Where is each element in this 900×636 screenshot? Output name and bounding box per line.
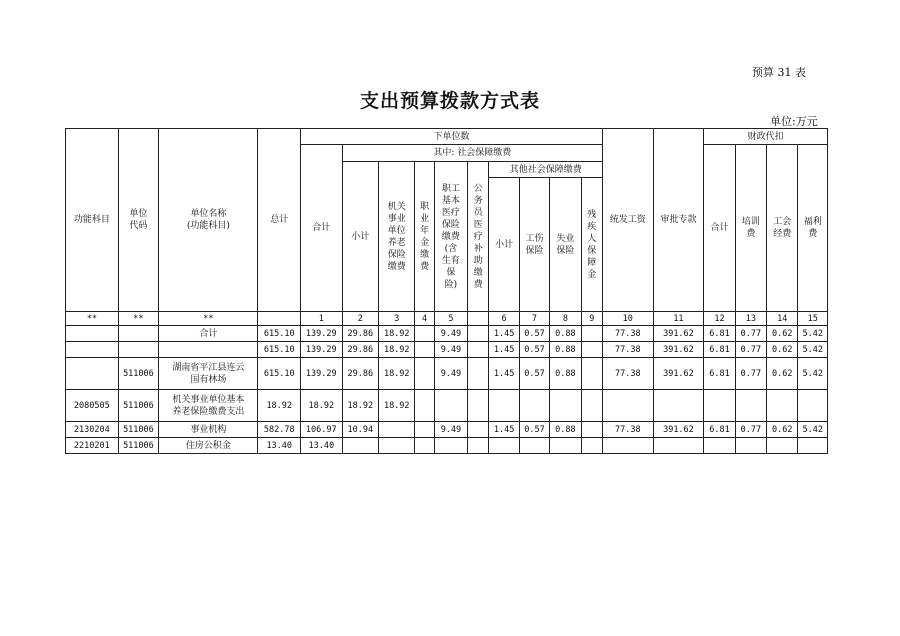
value-cell-unemp: 0.88: [550, 342, 581, 358]
value-cell-train: 0.77: [735, 422, 766, 438]
value-cell-welfare: 5.42: [798, 358, 828, 390]
value-cell-unemp: 0.88: [550, 422, 581, 438]
header-text-line: 公: [473, 183, 483, 194]
value-cell-special: [653, 390, 704, 422]
value-cell-total: 615.10: [258, 358, 301, 390]
table-row: [66, 438, 828, 454]
value-cell-ss: 29.86: [342, 358, 378, 390]
header-unit-code: 单位 代码: [118, 129, 159, 312]
unit-name-cell: [159, 358, 258, 390]
header-text-line: 单位: [387, 225, 406, 236]
value-cell-civil: [468, 422, 489, 438]
value-cell-ss: 29.86: [342, 342, 378, 358]
value-cell-wage: [602, 438, 653, 454]
unit-name-line: 合计: [199, 328, 218, 339]
value-cell-fw: 6.81: [704, 422, 735, 438]
header-unit-name: 单位名称 (功能科目): [159, 129, 258, 312]
unit-name-cell: [159, 422, 258, 438]
column-index-cell: 1: [301, 312, 343, 326]
column-index-cell: 14: [767, 312, 798, 326]
unit-name-line: 住房公积金: [185, 440, 231, 451]
header-text-line: 务: [473, 195, 483, 206]
header-text-line: 疾: [587, 221, 597, 232]
header-unified-wage: 统发工资: [602, 129, 653, 312]
header-text-line: 保险: [387, 249, 406, 260]
value-cell-fw: [704, 390, 735, 422]
value-cell-annuity: [415, 438, 434, 454]
header-text-line: 基本: [441, 195, 460, 206]
value-cell-sub: 139.29: [301, 342, 343, 358]
column-index-cell: 15: [798, 312, 828, 326]
budget-table: [65, 128, 828, 454]
table-row: [66, 358, 828, 390]
column-index-cell: 9: [581, 312, 602, 326]
header-other-subtotal: 小计: [489, 178, 519, 312]
header-finance-withhold: 财政代扣: [704, 129, 828, 145]
header-text-line: 保险: [441, 219, 460, 230]
header-text-line: 疗: [473, 231, 483, 242]
value-cell-pension: 18.92: [379, 390, 415, 422]
header-total: 总计: [258, 129, 301, 312]
header-ss-subtotal: 小计: [342, 162, 378, 312]
header-text-line: 助: [473, 255, 483, 266]
header-injury: 工伤 保险: [519, 178, 549, 312]
func-code-cell: [66, 326, 119, 342]
value-cell-pension: [379, 438, 415, 454]
value-cell-disab: [581, 358, 602, 390]
unit-code-cell: [118, 326, 159, 342]
column-index-cell: **: [118, 312, 159, 326]
unit-code-cell: [118, 342, 159, 358]
unit-code-cell: 511006: [118, 358, 159, 390]
header-pension: [379, 162, 415, 312]
value-cell-train: 0.77: [735, 326, 766, 342]
header-text-line: 职工: [441, 183, 460, 194]
unit-code-cell: 511006: [118, 390, 159, 422]
header-text-line: 缴: [473, 267, 483, 278]
value-cell-annuity: [415, 342, 434, 358]
value-cell-civil: [468, 358, 489, 390]
func-code-cell: 2080505: [66, 390, 119, 422]
value-cell-train: 0.77: [735, 342, 766, 358]
value-cell-fw: 6.81: [704, 342, 735, 358]
value-cell-total: 615.10: [258, 342, 301, 358]
value-cell-injury: [519, 390, 549, 422]
value-cell-annuity: [415, 358, 434, 390]
value-cell-disab: [581, 438, 602, 454]
header-unemployment: 失业 保险: [550, 178, 581, 312]
value-cell-welfare: 5.42: [798, 342, 828, 358]
column-index-cell: 7: [519, 312, 549, 326]
header-func-code: 功能科目: [66, 129, 119, 312]
value-cell-welfare: [798, 390, 828, 422]
column-index-cell: **: [159, 312, 258, 326]
unit-name-line: 湖南省平江县连云: [172, 362, 245, 373]
unit-name-line: 养老保险缴费支出: [172, 406, 245, 417]
value-cell-special: 391.62: [653, 326, 704, 342]
value-cell-injury: 0.57: [519, 326, 549, 342]
value-cell-union: 0.62: [767, 358, 798, 390]
value-cell-sub: 139.29: [301, 358, 343, 390]
value-cell-annuity: [415, 422, 434, 438]
value-cell-ss: 29.86: [342, 326, 378, 342]
value-cell-union: 0.62: [767, 342, 798, 358]
header-medical: [434, 162, 467, 312]
value-cell-civil: [468, 438, 489, 454]
func-code-cell: [66, 358, 119, 390]
value-cell-unemp: 0.88: [550, 358, 581, 390]
unit-code-cell: 511006: [118, 438, 159, 454]
value-cell-total: 615.10: [258, 326, 301, 342]
value-cell-welfare: 5.42: [798, 326, 828, 342]
column-index-cell: [258, 312, 301, 326]
column-index-cell: 13: [735, 312, 766, 326]
unit-name-cell: [159, 342, 258, 358]
column-index-cell: 4: [415, 312, 434, 326]
value-cell-disab: [581, 342, 602, 358]
table-row: [66, 326, 828, 342]
unit-code-cell: 511006: [118, 422, 159, 438]
column-index-cell: 2: [342, 312, 378, 326]
header-lower-units: 下单位数: [301, 129, 603, 145]
value-cell-medical: 9.49: [434, 422, 467, 438]
value-cell-total: 13.40: [258, 438, 301, 454]
header-disability: [581, 178, 602, 312]
value-cell-total: 18.92: [258, 390, 301, 422]
value-cell-union: [767, 438, 798, 454]
header-text-line: 保: [446, 267, 456, 278]
value-cell-o_sub: 1.45: [489, 422, 519, 438]
value-cell-wage: 77.38: [602, 326, 653, 342]
value-cell-union: [767, 390, 798, 422]
unit-name-cell: [159, 326, 258, 342]
value-cell-ss: 18.92: [342, 390, 378, 422]
column-index-cell: 10: [602, 312, 653, 326]
unit-label: 单位:万元: [770, 115, 818, 128]
header-text-line: 生育: [441, 255, 460, 266]
header-text-line: 人: [587, 233, 597, 244]
header-text-line: 缴: [420, 249, 430, 260]
header-fw-total: 合计: [704, 145, 735, 312]
value-cell-wage: 77.38: [602, 358, 653, 390]
header-text-line: 医疗: [441, 207, 460, 218]
value-cell-disab: [581, 422, 602, 438]
table-row: [66, 422, 828, 438]
header-text-line: 员: [473, 207, 483, 218]
column-index-cell: **: [66, 312, 119, 326]
value-cell-wage: [602, 390, 653, 422]
unit-name-cell: [159, 438, 258, 454]
unit-name-line: 事业机构: [190, 424, 227, 435]
header-text-line: 养老: [387, 237, 406, 248]
unit-name-line: 国有林场: [190, 374, 227, 385]
column-index-cell: 3: [379, 312, 415, 326]
column-index-row: [66, 312, 828, 326]
header-text-line: 缴费: [441, 231, 460, 242]
header-text-line: 金: [587, 269, 597, 280]
value-cell-sub: 13.40: [301, 438, 343, 454]
value-cell-total: 582.78: [258, 422, 301, 438]
column-index-cell: 6: [489, 312, 519, 326]
value-cell-fw: 6.81: [704, 358, 735, 390]
value-cell-fw: [704, 438, 735, 454]
value-cell-sub: 18.92: [301, 390, 343, 422]
value-cell-pension: 18.92: [379, 326, 415, 342]
value-cell-medical: [434, 390, 467, 422]
header-text-line: 费: [420, 261, 430, 272]
header-text-line: 机关: [387, 201, 406, 212]
value-cell-special: 391.62: [653, 358, 704, 390]
value-cell-injury: [519, 438, 549, 454]
value-cell-injury: 0.57: [519, 358, 549, 390]
value-cell-pension: 18.92: [379, 342, 415, 358]
value-cell-unemp: [550, 438, 581, 454]
header-social-security: 其中: 社会保障缴费: [342, 145, 602, 162]
value-cell-welfare: 5.42: [798, 422, 828, 438]
value-cell-civil: [468, 390, 489, 422]
column-index-cell: 12: [704, 312, 735, 326]
column-index-cell: [468, 312, 489, 326]
value-cell-disab: [581, 390, 602, 422]
table-row: [66, 390, 828, 422]
value-cell-train: [735, 390, 766, 422]
value-cell-medical: 9.49: [434, 358, 467, 390]
header-text-line: 医: [473, 219, 483, 230]
value-cell-train: [735, 438, 766, 454]
page-title: 支出预算拨款方式表: [359, 90, 540, 112]
header-approved-special: 审批专款: [653, 129, 704, 312]
header-text-line: 年: [420, 225, 430, 236]
value-cell-wage: 77.38: [602, 422, 653, 438]
func-code-cell: 2130204: [66, 422, 119, 438]
value-cell-annuity: [415, 390, 434, 422]
header-civil-medical: [468, 162, 489, 312]
value-cell-pension: [379, 422, 415, 438]
header-text-line: 缴费: [387, 261, 406, 272]
value-cell-injury: 0.57: [519, 342, 549, 358]
value-cell-welfare: [798, 438, 828, 454]
value-cell-train: 0.77: [735, 358, 766, 390]
value-cell-special: 391.62: [653, 422, 704, 438]
value-cell-unemp: 0.88: [550, 326, 581, 342]
header-training: 培训 费: [735, 145, 766, 312]
value-cell-sub: 106.97: [301, 422, 343, 438]
value-cell-civil: [468, 342, 489, 358]
unit-name-cell: [159, 390, 258, 422]
header-text-line: 残: [587, 209, 597, 220]
value-cell-special: [653, 438, 704, 454]
value-cell-civil: [468, 326, 489, 342]
value-cell-medical: 9.49: [434, 326, 467, 342]
value-cell-wage: 77.38: [602, 342, 653, 358]
header-text-line: 补: [473, 243, 483, 254]
value-cell-annuity: [415, 326, 434, 342]
header-text-line: 事业: [387, 213, 406, 224]
header-union: 工会 经费: [767, 145, 798, 312]
header-welfare: 福利 费: [798, 145, 828, 312]
func-code-cell: [66, 342, 119, 358]
column-index-cell: 8: [550, 312, 581, 326]
value-cell-union: 0.62: [767, 326, 798, 342]
value-cell-o_sub: 1.45: [489, 342, 519, 358]
value-cell-injury: 0.57: [519, 422, 549, 438]
table-row: [66, 342, 828, 358]
header-text-line: 费: [473, 279, 483, 290]
value-cell-o_sub: [489, 390, 519, 422]
value-cell-o_sub: 1.45: [489, 326, 519, 342]
column-index-cell: 11: [653, 312, 704, 326]
value-cell-union: 0.62: [767, 422, 798, 438]
header-subtotal: 合计: [301, 145, 343, 312]
value-cell-disab: [581, 326, 602, 342]
value-cell-unemp: [550, 390, 581, 422]
value-cell-sub: 139.29: [301, 326, 343, 342]
value-cell-o_sub: 1.45: [489, 358, 519, 390]
header-text-line: 金: [420, 237, 430, 248]
value-cell-ss: [342, 438, 378, 454]
value-cell-special: 391.62: [653, 342, 704, 358]
header-annuity: [415, 162, 434, 312]
column-index-cell: 5: [434, 312, 467, 326]
func-code-cell: 2210201: [66, 438, 119, 454]
value-cell-ss: 10.94: [342, 422, 378, 438]
unit-name-line: 机关事业单位基本: [172, 394, 245, 405]
value-cell-medical: 9.49: [434, 342, 467, 358]
value-cell-medical: [434, 438, 467, 454]
header-text-line: 障: [587, 257, 597, 268]
header-text-line: (含: [444, 243, 458, 254]
header-text-line: 职: [420, 201, 430, 212]
value-cell-o_sub: [489, 438, 519, 454]
value-cell-pension: 18.92: [379, 358, 415, 390]
header-text-line: 业: [420, 213, 430, 224]
table-number-tag: 预算 31 表: [752, 66, 806, 79]
value-cell-fw: 6.81: [704, 326, 735, 342]
header-text-line: 保: [587, 245, 597, 256]
header-other-ss: 其他社会保障缴费: [489, 162, 603, 178]
header-text-line: 险): [444, 279, 458, 290]
